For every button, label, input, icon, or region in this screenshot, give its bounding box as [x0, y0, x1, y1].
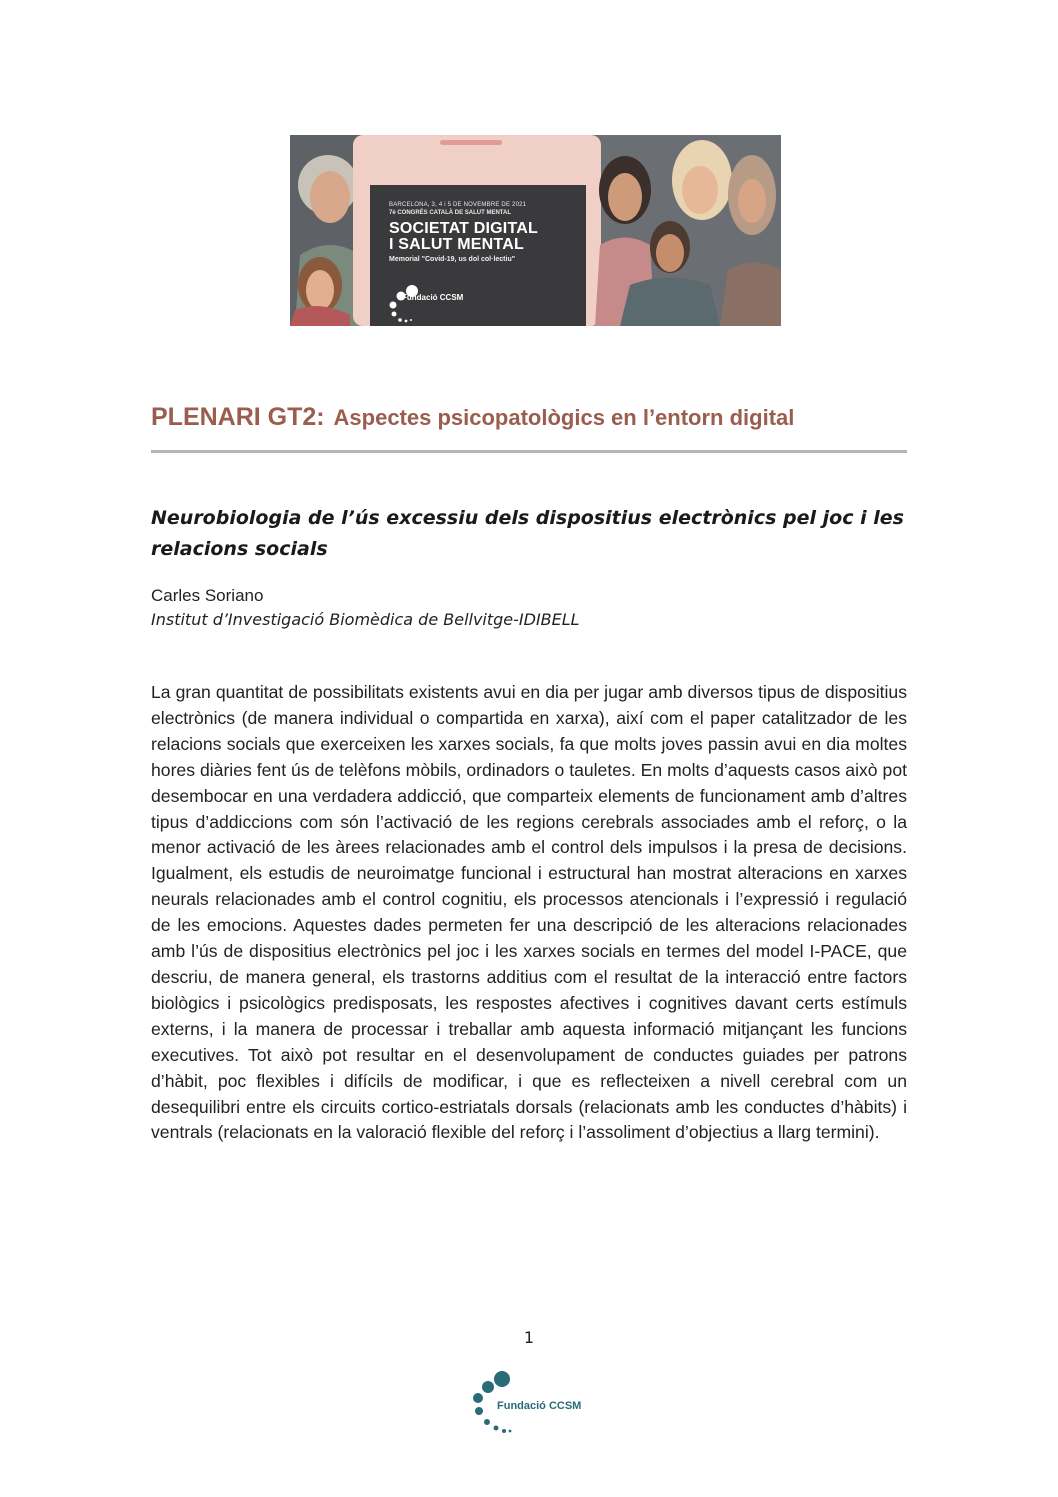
section-heading-lead: PLENARI GT2: [151, 403, 325, 431]
banner-title [389, 221, 579, 253]
banner-logo-dots-icon [384, 285, 424, 325]
article-affiliation: Institut d’Investigació Biomèdica de Bellvitge-IDIBELL [151, 610, 580, 629]
congress-banner [290, 135, 781, 326]
banner-logo-text: Fundació CCSM [402, 293, 464, 302]
article-body: La gran quantitat de possibilitats existents avui en dia per jugar amb diversos tipus de dispositius electrònics (de manera individual o compartida en xarxa), així com el paper catalitzador de les relacions socials que exerceixen les xarxes socials, fa que molts joves passin avui en dia moltes hores diàries fent ús de telèfons mòbils, ordinadors o tauletes. En molts d’aquests casos això pot desembocar en una verdadera addicció, que comparteix elements de funcionament amb d’altres tipus d’addiccions com són l’activació de les regions cerebrals associades amb el reforç, o la menor activació de les àrees relacionades amb el control dels impulsos i la presa de decisions. Igualment, els estudis de neuroimatge funcional i estructural han mostrat alteracions en xarxes neurals relacionades amb el control cognitiu, els processos atencionals i l’expressió i regulació de les emocions. Aquestes dades permeten fer una descripció de les alteracions relacionades amb l’ús de dispositius electrònics pel joc i les xarxes socials en termes del model I-PACE, que descriu, de manera general, els trastorns additius com el resultat de la interacció entre factors biològics i psicològics predisposats, les respostes afectives i cognitives davant certs estímuls externs, i la manera de processar i treballar amb aquesta informació mitjançant les funcions executives. Tot això pot resultar en el desenvolupament de conductes guiades per patrons d’hàbit, poc flexibles i difícils de modificar, i que es reflecteixen a nivell cerebral com un desequilibri entre els circuits cortico-estriatals dorsals (relacionats amb les conductes d’hàbits) i ventrals (relacionats en la valoració flexible del reforç i l’assoliment d’objectius a llarg termini). [151, 682, 907, 1143]
article-title: Neurobiologia de l’ús excessiu dels dispositius electrònics pel joc i les relacions socials [151, 507, 904, 560]
article-author: Carles Soriano [151, 586, 264, 605]
banner-congress: 7è CONGRÉS CATALÀ DE SALUT MENTAL [389, 210, 512, 216]
banner-title-line2: I SALUT MENTAL [389, 236, 524, 253]
banner-card [370, 185, 586, 326]
heading-divider [151, 450, 907, 453]
section-heading-rest: Aspectes psicopatològics en l’entorn digital [333, 405, 795, 430]
section-heading [151, 396, 911, 433]
banner-date: BARCELONA, 3, 4 i 5 DE NOVEMBRE DE 2021 [389, 202, 527, 208]
page-number: 1 [523, 1328, 535, 1347]
footer-logo-text: Fundació CCSM [497, 1400, 582, 1412]
banner-subtitle: Memorial "Covid-19, us dol col·lectiu" [389, 256, 516, 263]
banner-title-line1: SOCIETAT DIGITAL [389, 220, 538, 237]
